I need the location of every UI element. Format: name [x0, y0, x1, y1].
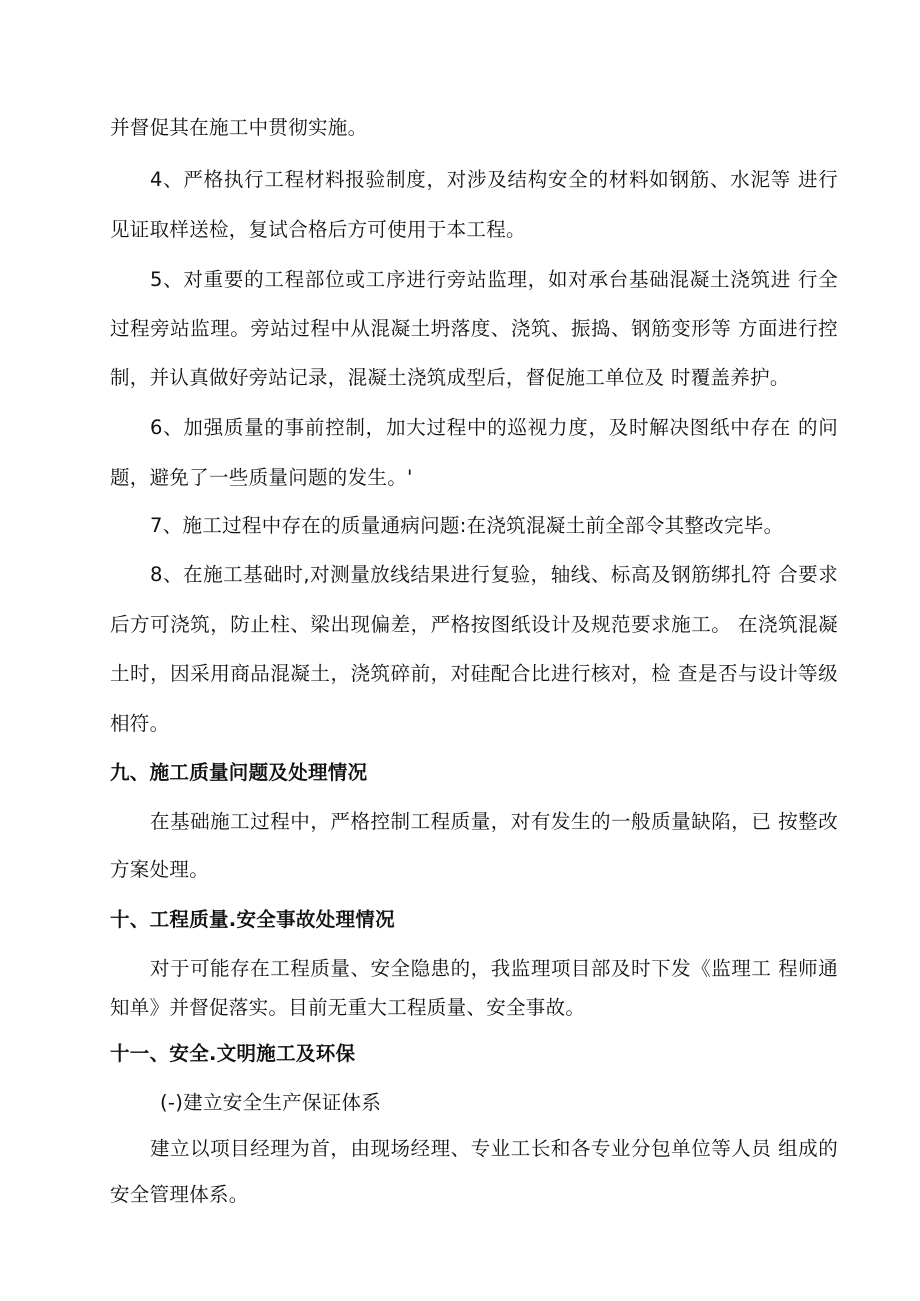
paragraph-line: 制，并认真做好旁站记录，混凝土浇筑成型后，督促施工单位及 时覆盖养护。	[110, 366, 790, 389]
paragraph-line: 方案处理。	[110, 858, 210, 881]
paragraph-line: 5、对重要的工程部位或工序进行旁站监理，如对承台基础混凝土浇筑进 行全	[150, 268, 838, 291]
section-heading: 九、施工质量问题及处理情况	[110, 761, 368, 784]
paragraph-line: 7、施工过程中存在的质量通病问题:在浇筑混凝土前全部令其整改完毕。	[150, 514, 784, 537]
paragraph-line: 4、严格执行工程材料报验制度，对涉及结构安全的材料如钢筋、水泥等 进行	[150, 168, 838, 191]
paragraph-line: 并督促其在施工中贯彻实施。	[110, 116, 368, 139]
paragraph-line: 对于可能存在工程质量、安全隐患的，我监理项目部及时下发《监理工 程师通	[150, 957, 838, 980]
paragraph-line: 建立以项目经理为首，由现场经理、专业工长和各专业分包单位等人员 组成的	[150, 1137, 838, 1160]
paragraph-line: 见证取样送检，复试合格后方可使用于本工程。	[110, 218, 526, 241]
paragraph-line: 安全管理体系。	[110, 1183, 249, 1206]
paragraph-line: 知单》并督促落实。目前无重大工程质量、安全事故。	[110, 996, 586, 1019]
subsection-heading: (-)建立安全生产保证体系	[160, 1091, 382, 1114]
section-heading: 十、工程质量.安全事故处理情况	[110, 908, 395, 931]
paragraph-line: 在基础施工过程中，严格控制工程质量，对有发生的一般质量缺陷，已 按整改	[150, 810, 838, 833]
paragraph-line: 题，避免了一些质量问题的发生。'	[110, 466, 413, 489]
paragraph-line: 过程旁站监理。旁站过程中从混凝土坍落度、浇筑、振捣、钢筋变形等 方面进行控	[110, 317, 838, 340]
paragraph-line: 后方可浇筑，防止柱、梁出现偏差，严格按图纸设计及规范要求施工。 在浇筑混凝	[110, 613, 838, 636]
section-heading: 十一、安全.文明施工及环保	[110, 1042, 356, 1065]
paragraph-line: 相符。	[110, 712, 170, 735]
paragraph-line: 土时，因采用商品混凝土，浇筑碎前，对硅配合比进行核对，检 查是否与设计等级	[110, 662, 838, 685]
paragraph-line: 6、加强质量的事前控制，加大过程中的巡视力度，及时解决图纸中存在 的问	[150, 416, 838, 439]
paragraph-line: 8、在施工基础时,对测量放线结果进行复验，轴线、标高及钢筋绑扎符 合要求	[150, 563, 838, 586]
